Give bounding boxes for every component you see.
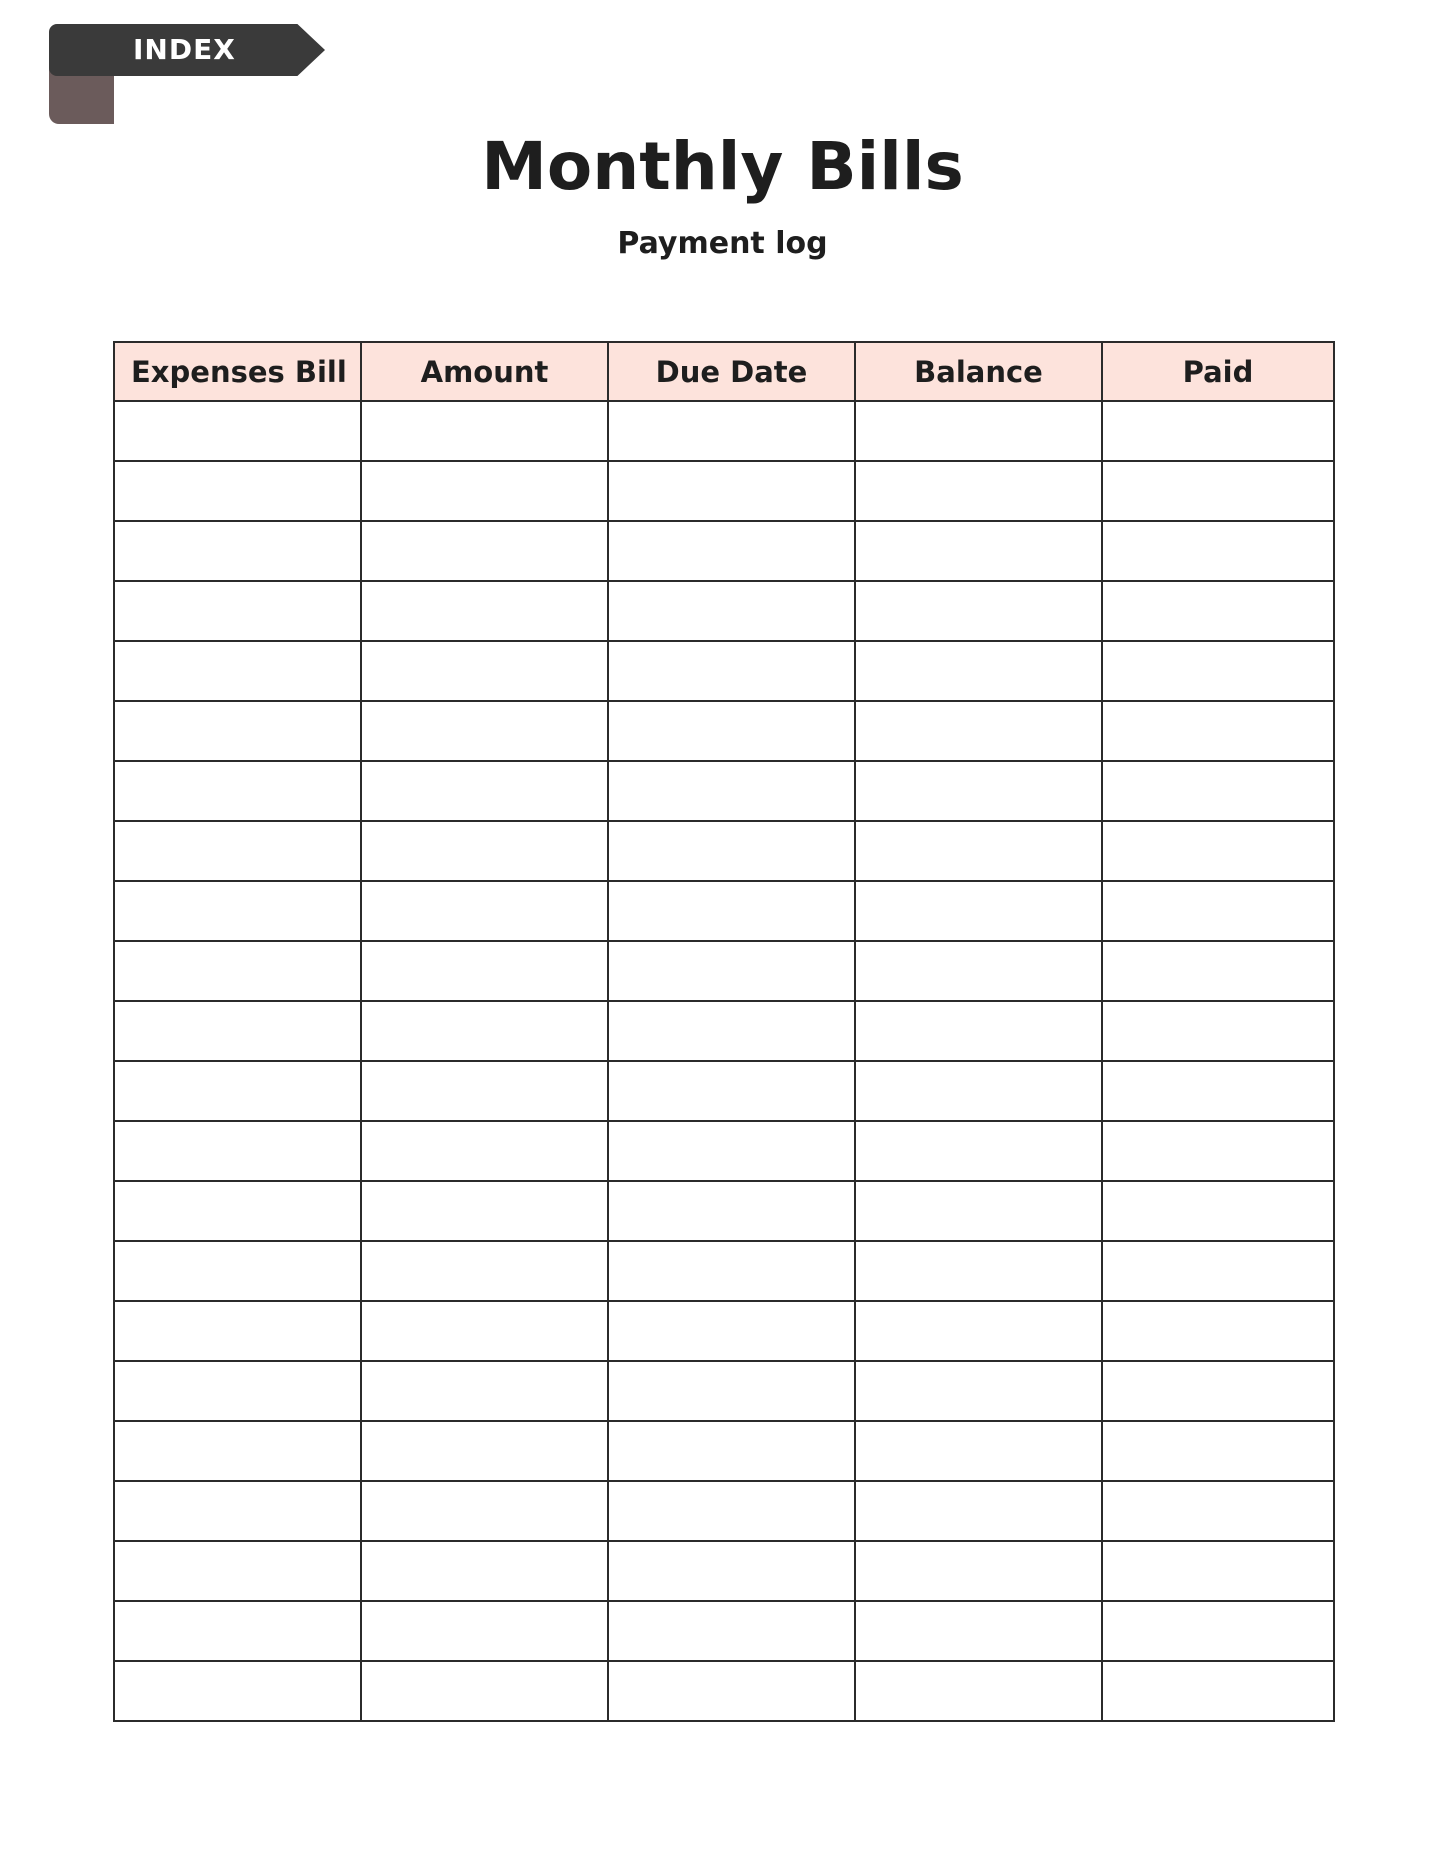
cell-expenses-bill[interactable]: [114, 641, 361, 701]
cell-expenses-bill[interactable]: [114, 521, 361, 581]
cell-expenses-bill[interactable]: [114, 1181, 361, 1241]
cell-due-date[interactable]: [608, 1061, 855, 1121]
cell-expenses-bill[interactable]: [114, 1601, 361, 1661]
cell-due-date[interactable]: [608, 701, 855, 761]
page-title: Monthly Bills: [481, 128, 964, 205]
cell-paid[interactable]: [1102, 1121, 1334, 1181]
cell-balance[interactable]: [855, 1001, 1102, 1061]
cell-paid[interactable]: [1102, 1421, 1334, 1481]
cell-balance[interactable]: [855, 761, 1102, 821]
cell-expenses-bill[interactable]: [114, 881, 361, 941]
cell-expenses-bill[interactable]: [114, 1661, 361, 1721]
cell-balance[interactable]: [855, 1061, 1102, 1121]
cell-amount[interactable]: [361, 701, 608, 761]
cell-expenses-bill[interactable]: [114, 1361, 361, 1421]
cell-expenses-bill[interactable]: [114, 761, 361, 821]
table-row: [114, 1061, 1334, 1121]
cell-amount[interactable]: [361, 521, 608, 581]
cell-due-date[interactable]: [608, 1001, 855, 1061]
cell-expenses-bill[interactable]: [114, 461, 361, 521]
cell-expenses-bill[interactable]: [114, 1061, 361, 1121]
column-header-balance: Balance: [855, 342, 1102, 401]
cell-expenses-bill[interactable]: [114, 701, 361, 761]
table-row: [114, 1001, 1334, 1061]
cell-paid[interactable]: [1102, 461, 1334, 521]
cell-balance[interactable]: [855, 1241, 1102, 1301]
cell-expenses-bill[interactable]: [114, 1541, 361, 1601]
cell-due-date[interactable]: [608, 761, 855, 821]
cell-paid[interactable]: [1102, 881, 1334, 941]
cell-balance[interactable]: [855, 1121, 1102, 1181]
cell-amount[interactable]: [361, 581, 608, 641]
table-row: [114, 1181, 1334, 1241]
cell-balance[interactable]: [855, 581, 1102, 641]
cell-due-date[interactable]: [608, 1661, 855, 1721]
cell-paid[interactable]: [1102, 1241, 1334, 1301]
cell-paid[interactable]: [1102, 1601, 1334, 1661]
cell-expenses-bill[interactable]: [114, 1421, 361, 1481]
table-row: [114, 461, 1334, 521]
index-tab-label: INDEX: [133, 33, 236, 66]
cell-amount[interactable]: [361, 1001, 608, 1061]
cell-amount[interactable]: [361, 1661, 608, 1721]
table-row: [114, 1661, 1334, 1721]
table-row: [114, 1601, 1334, 1661]
cell-paid[interactable]: [1102, 1361, 1334, 1421]
cell-due-date[interactable]: [608, 1541, 855, 1601]
cell-amount[interactable]: [361, 1421, 608, 1481]
cell-balance[interactable]: [855, 1421, 1102, 1481]
table-row: [114, 1421, 1334, 1481]
cell-amount[interactable]: [361, 641, 608, 701]
cell-expenses-bill[interactable]: [114, 1121, 361, 1181]
cell-balance[interactable]: [855, 1661, 1102, 1721]
cell-amount[interactable]: [361, 461, 608, 521]
cell-paid[interactable]: [1102, 581, 1334, 641]
cell-due-date[interactable]: [608, 641, 855, 701]
cell-balance[interactable]: [855, 1541, 1102, 1601]
cell-amount[interactable]: [361, 1181, 608, 1241]
column-header-due-date: Due Date: [608, 342, 855, 401]
cell-balance[interactable]: [855, 1481, 1102, 1541]
cell-paid[interactable]: [1102, 761, 1334, 821]
column-header-expenses-bill: Expenses Bill: [114, 342, 361, 401]
cell-paid[interactable]: [1102, 701, 1334, 761]
cell-paid[interactable]: [1102, 1541, 1334, 1601]
index-tab-button[interactable]: [49, 24, 325, 76]
cell-expenses-bill[interactable]: [114, 1001, 361, 1061]
cell-paid[interactable]: [1102, 1181, 1334, 1241]
column-header-paid: Paid: [1102, 342, 1334, 401]
cell-balance[interactable]: [855, 461, 1102, 521]
cell-balance[interactable]: [855, 1601, 1102, 1661]
cell-due-date[interactable]: [608, 581, 855, 641]
table-row: [114, 761, 1334, 821]
cell-paid[interactable]: [1102, 1061, 1334, 1121]
cell-expenses-bill[interactable]: [114, 821, 361, 881]
cell-paid[interactable]: [1102, 821, 1334, 881]
cell-paid[interactable]: [1102, 941, 1334, 1001]
cell-amount[interactable]: [361, 1361, 608, 1421]
table-row: [114, 881, 1334, 941]
cell-due-date[interactable]: [608, 821, 855, 881]
cell-balance[interactable]: [855, 1301, 1102, 1361]
cell-amount[interactable]: [361, 821, 608, 881]
cell-paid[interactable]: [1102, 1661, 1334, 1721]
cell-due-date[interactable]: [608, 1181, 855, 1241]
cell-amount[interactable]: [361, 881, 608, 941]
table-row: [114, 1241, 1334, 1301]
cell-due-date[interactable]: [608, 1361, 855, 1421]
cell-due-date[interactable]: [608, 461, 855, 521]
cell-paid[interactable]: [1102, 641, 1334, 701]
cell-due-date[interactable]: [608, 1301, 855, 1361]
cell-due-date[interactable]: [608, 1421, 855, 1481]
cell-due-date[interactable]: [608, 401, 855, 461]
cell-balance[interactable]: [855, 1361, 1102, 1421]
cell-expenses-bill[interactable]: [114, 941, 361, 1001]
table-row: [114, 1301, 1334, 1361]
cell-amount[interactable]: [361, 1481, 608, 1541]
cell-due-date[interactable]: [608, 521, 855, 581]
cell-expenses-bill[interactable]: [114, 401, 361, 461]
cell-balance[interactable]: [855, 1181, 1102, 1241]
table-body: [114, 401, 1334, 1721]
cell-amount[interactable]: [361, 941, 608, 1001]
table-row: [114, 1121, 1334, 1181]
cell-paid[interactable]: [1102, 1481, 1334, 1541]
cell-due-date[interactable]: [608, 941, 855, 1001]
cell-amount[interactable]: [361, 1241, 608, 1301]
table-row: [114, 941, 1334, 1001]
table-row: [114, 521, 1334, 581]
table-row: [114, 1361, 1334, 1421]
cell-due-date[interactable]: [608, 881, 855, 941]
table-row: [114, 1481, 1334, 1541]
cell-amount[interactable]: [361, 761, 608, 821]
cell-balance[interactable]: [855, 881, 1102, 941]
cell-paid[interactable]: [1102, 521, 1334, 581]
table-row: [114, 1541, 1334, 1601]
table-row: [114, 401, 1334, 461]
cell-due-date[interactable]: [608, 1601, 855, 1661]
cell-expenses-bill[interactable]: [114, 581, 361, 641]
cell-balance[interactable]: [855, 521, 1102, 581]
cell-amount[interactable]: [361, 1601, 608, 1661]
cell-amount[interactable]: [361, 1301, 608, 1361]
cell-balance[interactable]: [855, 641, 1102, 701]
cell-due-date[interactable]: [608, 1121, 855, 1181]
cell-balance[interactable]: [855, 401, 1102, 461]
payment-log-table: [113, 341, 1335, 1722]
cell-balance[interactable]: [855, 821, 1102, 881]
page-subtitle: Payment log: [617, 226, 828, 261]
table-row: [114, 701, 1334, 761]
cell-expenses-bill[interactable]: [114, 1301, 361, 1361]
column-header-amount: Amount: [361, 342, 608, 401]
cell-amount[interactable]: [361, 1541, 608, 1601]
cell-balance[interactable]: [855, 701, 1102, 761]
cell-expenses-bill[interactable]: [114, 1241, 361, 1301]
table-header-row: [114, 342, 1334, 401]
table-row: [114, 581, 1334, 641]
cell-paid[interactable]: [1102, 1001, 1334, 1061]
cell-paid[interactable]: [1102, 1301, 1334, 1361]
cell-amount[interactable]: [361, 401, 608, 461]
cell-amount[interactable]: [361, 1121, 608, 1181]
cell-amount[interactable]: [361, 1061, 608, 1121]
cell-balance[interactable]: [855, 941, 1102, 1001]
cell-due-date[interactable]: [608, 1481, 855, 1541]
cell-paid[interactable]: [1102, 401, 1334, 461]
table-row: [114, 821, 1334, 881]
table-row: [114, 641, 1334, 701]
cell-expenses-bill[interactable]: [114, 1481, 361, 1541]
cell-due-date[interactable]: [608, 1241, 855, 1301]
